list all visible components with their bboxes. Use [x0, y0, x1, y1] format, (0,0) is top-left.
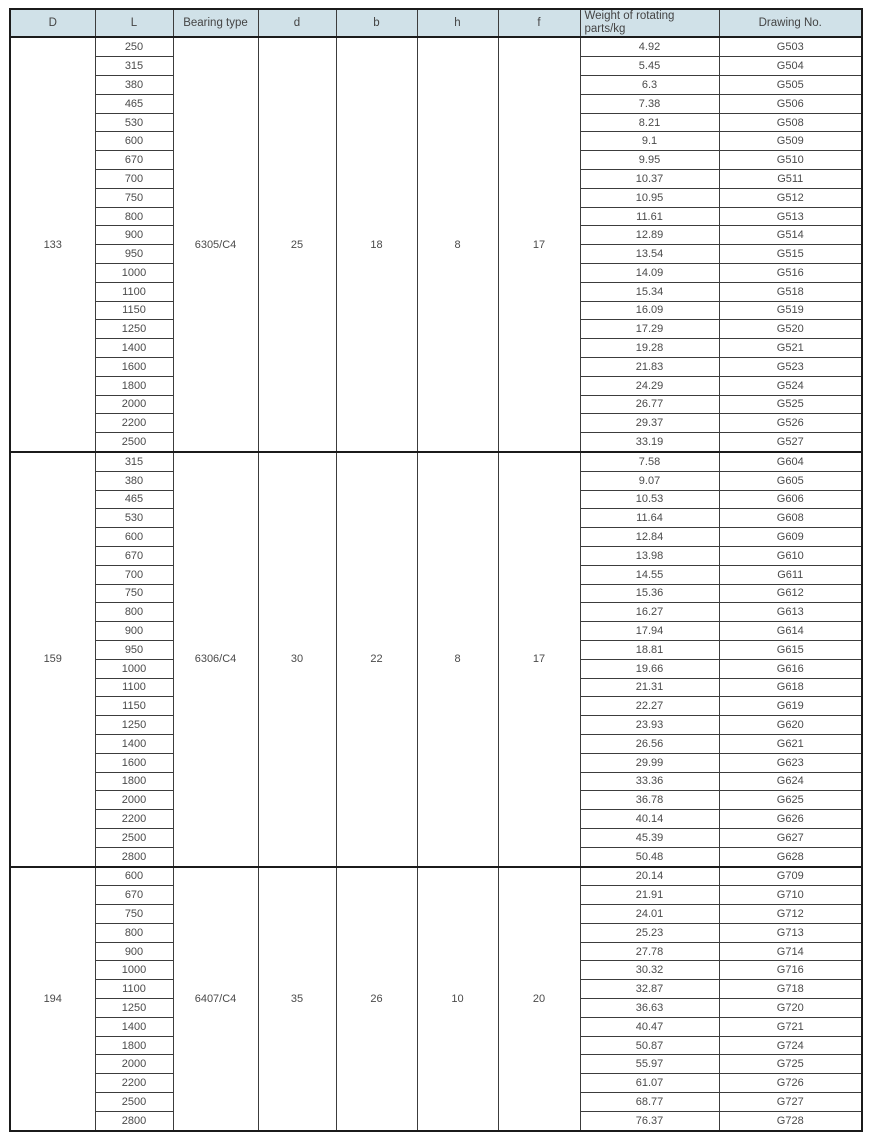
- drawing-no-cell: G614: [719, 622, 862, 641]
- weight-cell: 7.38: [580, 94, 719, 113]
- weight-cell: 30.32: [580, 961, 719, 980]
- drawing-no-cell: G510: [719, 151, 862, 170]
- group-b-cell: 26: [336, 867, 417, 1131]
- drawing-no-cell: G527: [719, 433, 862, 452]
- l-cell: 2500: [95, 1093, 173, 1112]
- column-header-f: f: [498, 9, 580, 37]
- weight-cell: 61.07: [580, 1074, 719, 1093]
- table-body: [10, 37, 862, 1130]
- drawing-no-cell: G611: [719, 565, 862, 584]
- weight-cell: 29.37: [580, 414, 719, 433]
- table-row: [10, 867, 862, 886]
- drawing-no-cell: G615: [719, 640, 862, 659]
- l-cell: 800: [95, 603, 173, 622]
- bearing-type-cell: 6407/C4: [173, 867, 258, 1131]
- l-cell: 2800: [95, 1111, 173, 1130]
- drawing-no-cell: G714: [719, 942, 862, 961]
- weight-cell: 40.47: [580, 1017, 719, 1036]
- drawing-no-cell: G520: [719, 320, 862, 339]
- column-header-h: h: [417, 9, 498, 37]
- drawing-no-cell: G606: [719, 490, 862, 509]
- drawing-no-cell: G624: [719, 772, 862, 791]
- drawing-no-cell: G526: [719, 414, 862, 433]
- table-row: [10, 452, 862, 471]
- drawing-no-cell: G727: [719, 1093, 862, 1112]
- weight-cell: 27.78: [580, 942, 719, 961]
- l-cell: 1100: [95, 678, 173, 697]
- drawing-no-cell: G518: [719, 282, 862, 301]
- weight-cell: 10.37: [580, 170, 719, 189]
- weight-cell: 5.45: [580, 57, 719, 76]
- weight-cell: 14.55: [580, 565, 719, 584]
- weight-cell: 68.77: [580, 1093, 719, 1112]
- l-cell: 750: [95, 905, 173, 924]
- bearing-type-cell: 6306/C4: [173, 452, 258, 867]
- weight-cell: 32.87: [580, 980, 719, 999]
- group-f-cell: 17: [498, 452, 580, 867]
- weight-cell: 29.99: [580, 753, 719, 772]
- weight-cell: 15.34: [580, 282, 719, 301]
- l-cell: 1000: [95, 961, 173, 980]
- drawing-no-cell: G521: [719, 339, 862, 358]
- l-cell: 1100: [95, 980, 173, 999]
- l-cell: 530: [95, 113, 173, 132]
- drawing-no-cell: G515: [719, 245, 862, 264]
- drawing-no-cell: G503: [719, 37, 862, 56]
- weight-cell: 11.64: [580, 509, 719, 528]
- l-cell: 600: [95, 528, 173, 547]
- weight-cell: 20.14: [580, 867, 719, 886]
- l-cell: 670: [95, 546, 173, 565]
- drawing-no-cell: G523: [719, 357, 862, 376]
- weight-cell: 10.53: [580, 490, 719, 509]
- weight-cell: 76.37: [580, 1111, 719, 1130]
- drawing-no-cell: G609: [719, 528, 862, 547]
- l-cell: 2200: [95, 1074, 173, 1093]
- l-cell: 750: [95, 188, 173, 207]
- l-cell: 380: [95, 471, 173, 490]
- drawing-no-cell: G509: [719, 132, 862, 151]
- l-cell: 530: [95, 509, 173, 528]
- drawing-no-cell: G724: [719, 1036, 862, 1055]
- l-cell: 1250: [95, 999, 173, 1018]
- weight-cell: 50.48: [580, 847, 719, 866]
- group-d-outer-cell: 194: [10, 867, 95, 1131]
- drawing-no-cell: G513: [719, 207, 862, 226]
- l-cell: 900: [95, 942, 173, 961]
- column-header-weight: [580, 9, 719, 37]
- weight-cell: 14.09: [580, 264, 719, 283]
- group-b-cell: 18: [336, 37, 417, 452]
- drawing-no-cell: G725: [719, 1055, 862, 1074]
- drawing-no-cell: G604: [719, 452, 862, 471]
- weight-cell: 6.3: [580, 76, 719, 95]
- l-cell: 2000: [95, 1055, 173, 1074]
- l-cell: 1400: [95, 339, 173, 358]
- l-cell: 950: [95, 640, 173, 659]
- column-header-bearing-type: Bearing type: [173, 9, 258, 37]
- drawing-no-cell: G613: [719, 603, 862, 622]
- l-cell: 1400: [95, 1017, 173, 1036]
- group-f-cell: 17: [498, 37, 580, 452]
- drawing-no-cell: G726: [719, 1074, 862, 1093]
- weight-cell: 19.28: [580, 339, 719, 358]
- weight-cell: 24.29: [580, 376, 719, 395]
- drawing-no-cell: G524: [719, 376, 862, 395]
- weight-cell: 21.91: [580, 886, 719, 905]
- l-cell: 950: [95, 245, 173, 264]
- l-cell: 670: [95, 886, 173, 905]
- drawing-no-cell: G605: [719, 471, 862, 490]
- l-cell: 2500: [95, 433, 173, 452]
- column-header-d-lower: d: [258, 9, 336, 37]
- l-cell: 2000: [95, 791, 173, 810]
- l-cell: 1150: [95, 301, 173, 320]
- weight-cell: 16.09: [580, 301, 719, 320]
- column-header-d-upper: D: [10, 9, 95, 37]
- weight-cell: 13.98: [580, 546, 719, 565]
- weight-cell: 26.77: [580, 395, 719, 414]
- drawing-no-cell: G625: [719, 791, 862, 810]
- group-h-cell: 8: [417, 452, 498, 867]
- weight-cell: 10.95: [580, 188, 719, 207]
- weight-cell: 22.27: [580, 697, 719, 716]
- l-cell: 2200: [95, 414, 173, 433]
- l-cell: 800: [95, 923, 173, 942]
- l-cell: 2000: [95, 395, 173, 414]
- l-cell: 1600: [95, 753, 173, 772]
- group-b-cell: 22: [336, 452, 417, 867]
- weight-cell: 17.29: [580, 320, 719, 339]
- drawing-no-cell: G712: [719, 905, 862, 924]
- l-cell: 2500: [95, 828, 173, 847]
- drawing-no-cell: G623: [719, 753, 862, 772]
- weight-cell: 17.94: [580, 622, 719, 641]
- weight-cell: 24.01: [580, 905, 719, 924]
- drawing-no-cell: G618: [719, 678, 862, 697]
- l-cell: 315: [95, 452, 173, 471]
- drawing-no-cell: G519: [719, 301, 862, 320]
- l-cell: 1150: [95, 697, 173, 716]
- weight-cell: 9.07: [580, 471, 719, 490]
- l-cell: 800: [95, 207, 173, 226]
- drawing-no-cell: G508: [719, 113, 862, 132]
- header-row: [10, 9, 862, 37]
- column-header-weight-label: Weight of rotating parts/kg: [584, 10, 675, 36]
- drawing-no-cell: G512: [719, 188, 862, 207]
- drawing-no-cell: G716: [719, 961, 862, 980]
- weight-cell: 33.19: [580, 433, 719, 452]
- l-cell: 750: [95, 584, 173, 603]
- weight-cell: 26.56: [580, 734, 719, 753]
- bearing-spec-table: [9, 8, 863, 1132]
- drawing-no-cell: G610: [719, 546, 862, 565]
- column-header-l: L: [95, 9, 173, 37]
- l-cell: 900: [95, 226, 173, 245]
- drawing-no-cell: G720: [719, 999, 862, 1018]
- weight-cell: 8.21: [580, 113, 719, 132]
- l-cell: 1400: [95, 734, 173, 753]
- weight-cell: 36.78: [580, 791, 719, 810]
- drawing-no-cell: G627: [719, 828, 862, 847]
- group-d-inner-cell: 25: [258, 37, 336, 452]
- drawing-no-cell: G628: [719, 847, 862, 866]
- weight-cell: 19.66: [580, 659, 719, 678]
- column-header-drawing-no: Drawing No.: [719, 9, 862, 37]
- group-d-inner-cell: 35: [258, 867, 336, 1131]
- l-cell: 600: [95, 132, 173, 151]
- weight-cell: 33.36: [580, 772, 719, 791]
- l-cell: 700: [95, 170, 173, 189]
- drawing-no-cell: G728: [719, 1111, 862, 1130]
- l-cell: 1800: [95, 376, 173, 395]
- l-cell: 1250: [95, 320, 173, 339]
- drawing-no-cell: G709: [719, 867, 862, 886]
- weight-cell: 36.63: [580, 999, 719, 1018]
- weight-cell: 12.89: [580, 226, 719, 245]
- weight-cell: 15.36: [580, 584, 719, 603]
- drawing-no-cell: G514: [719, 226, 862, 245]
- l-cell: 380: [95, 76, 173, 95]
- l-cell: 1250: [95, 716, 173, 735]
- l-cell: 1000: [95, 659, 173, 678]
- drawing-no-cell: G516: [719, 264, 862, 283]
- drawing-no-cell: G713: [719, 923, 862, 942]
- weight-cell: 25.23: [580, 923, 719, 942]
- drawing-no-cell: G616: [719, 659, 862, 678]
- l-cell: 2200: [95, 810, 173, 829]
- group-h-cell: 10: [417, 867, 498, 1131]
- l-cell: 2800: [95, 847, 173, 866]
- weight-cell: 16.27: [580, 603, 719, 622]
- table-row: [10, 37, 862, 56]
- group-h-cell: 8: [417, 37, 498, 452]
- drawing-no-cell: G619: [719, 697, 862, 716]
- weight-cell: 7.58: [580, 452, 719, 471]
- weight-cell: 18.81: [580, 640, 719, 659]
- group-d-inner-cell: 30: [258, 452, 336, 867]
- drawing-no-cell: G710: [719, 886, 862, 905]
- group-d-outer-cell: 159: [10, 452, 95, 867]
- l-cell: 670: [95, 151, 173, 170]
- drawing-no-cell: G505: [719, 76, 862, 95]
- weight-cell: 13.54: [580, 245, 719, 264]
- weight-cell: 11.61: [580, 207, 719, 226]
- l-cell: 700: [95, 565, 173, 584]
- weight-cell: 23.93: [580, 716, 719, 735]
- drawing-no-cell: G620: [719, 716, 862, 735]
- drawing-no-cell: G626: [719, 810, 862, 829]
- l-cell: 1600: [95, 357, 173, 376]
- l-cell: 465: [95, 490, 173, 509]
- l-cell: 465: [95, 94, 173, 113]
- weight-cell: 45.39: [580, 828, 719, 847]
- column-header-b: b: [336, 9, 417, 37]
- l-cell: 1100: [95, 282, 173, 301]
- group-f-cell: 20: [498, 867, 580, 1131]
- drawing-no-cell: G525: [719, 395, 862, 414]
- l-cell: 250: [95, 37, 173, 56]
- group-d-outer-cell: 133: [10, 37, 95, 452]
- drawing-no-cell: G608: [719, 509, 862, 528]
- drawing-no-cell: G511: [719, 170, 862, 189]
- l-cell: 1000: [95, 264, 173, 283]
- weight-cell: 12.84: [580, 528, 719, 547]
- bearing-type-cell: 6305/C4: [173, 37, 258, 452]
- table-header: [10, 9, 862, 37]
- weight-cell: 9.1: [580, 132, 719, 151]
- weight-cell: 55.97: [580, 1055, 719, 1074]
- l-cell: 900: [95, 622, 173, 641]
- l-cell: 315: [95, 57, 173, 76]
- l-cell: 1800: [95, 1036, 173, 1055]
- drawing-no-cell: G621: [719, 734, 862, 753]
- weight-cell: 50.87: [580, 1036, 719, 1055]
- l-cell: 600: [95, 867, 173, 886]
- drawing-no-cell: G504: [719, 57, 862, 76]
- drawing-no-cell: G718: [719, 980, 862, 999]
- weight-cell: 21.83: [580, 357, 719, 376]
- weight-cell: 4.92: [580, 37, 719, 56]
- drawing-no-cell: G721: [719, 1017, 862, 1036]
- weight-cell: 40.14: [580, 810, 719, 829]
- drawing-no-cell: G612: [719, 584, 862, 603]
- l-cell: 1800: [95, 772, 173, 791]
- weight-cell: 9.95: [580, 151, 719, 170]
- weight-cell: 21.31: [580, 678, 719, 697]
- drawing-no-cell: G506: [719, 94, 862, 113]
